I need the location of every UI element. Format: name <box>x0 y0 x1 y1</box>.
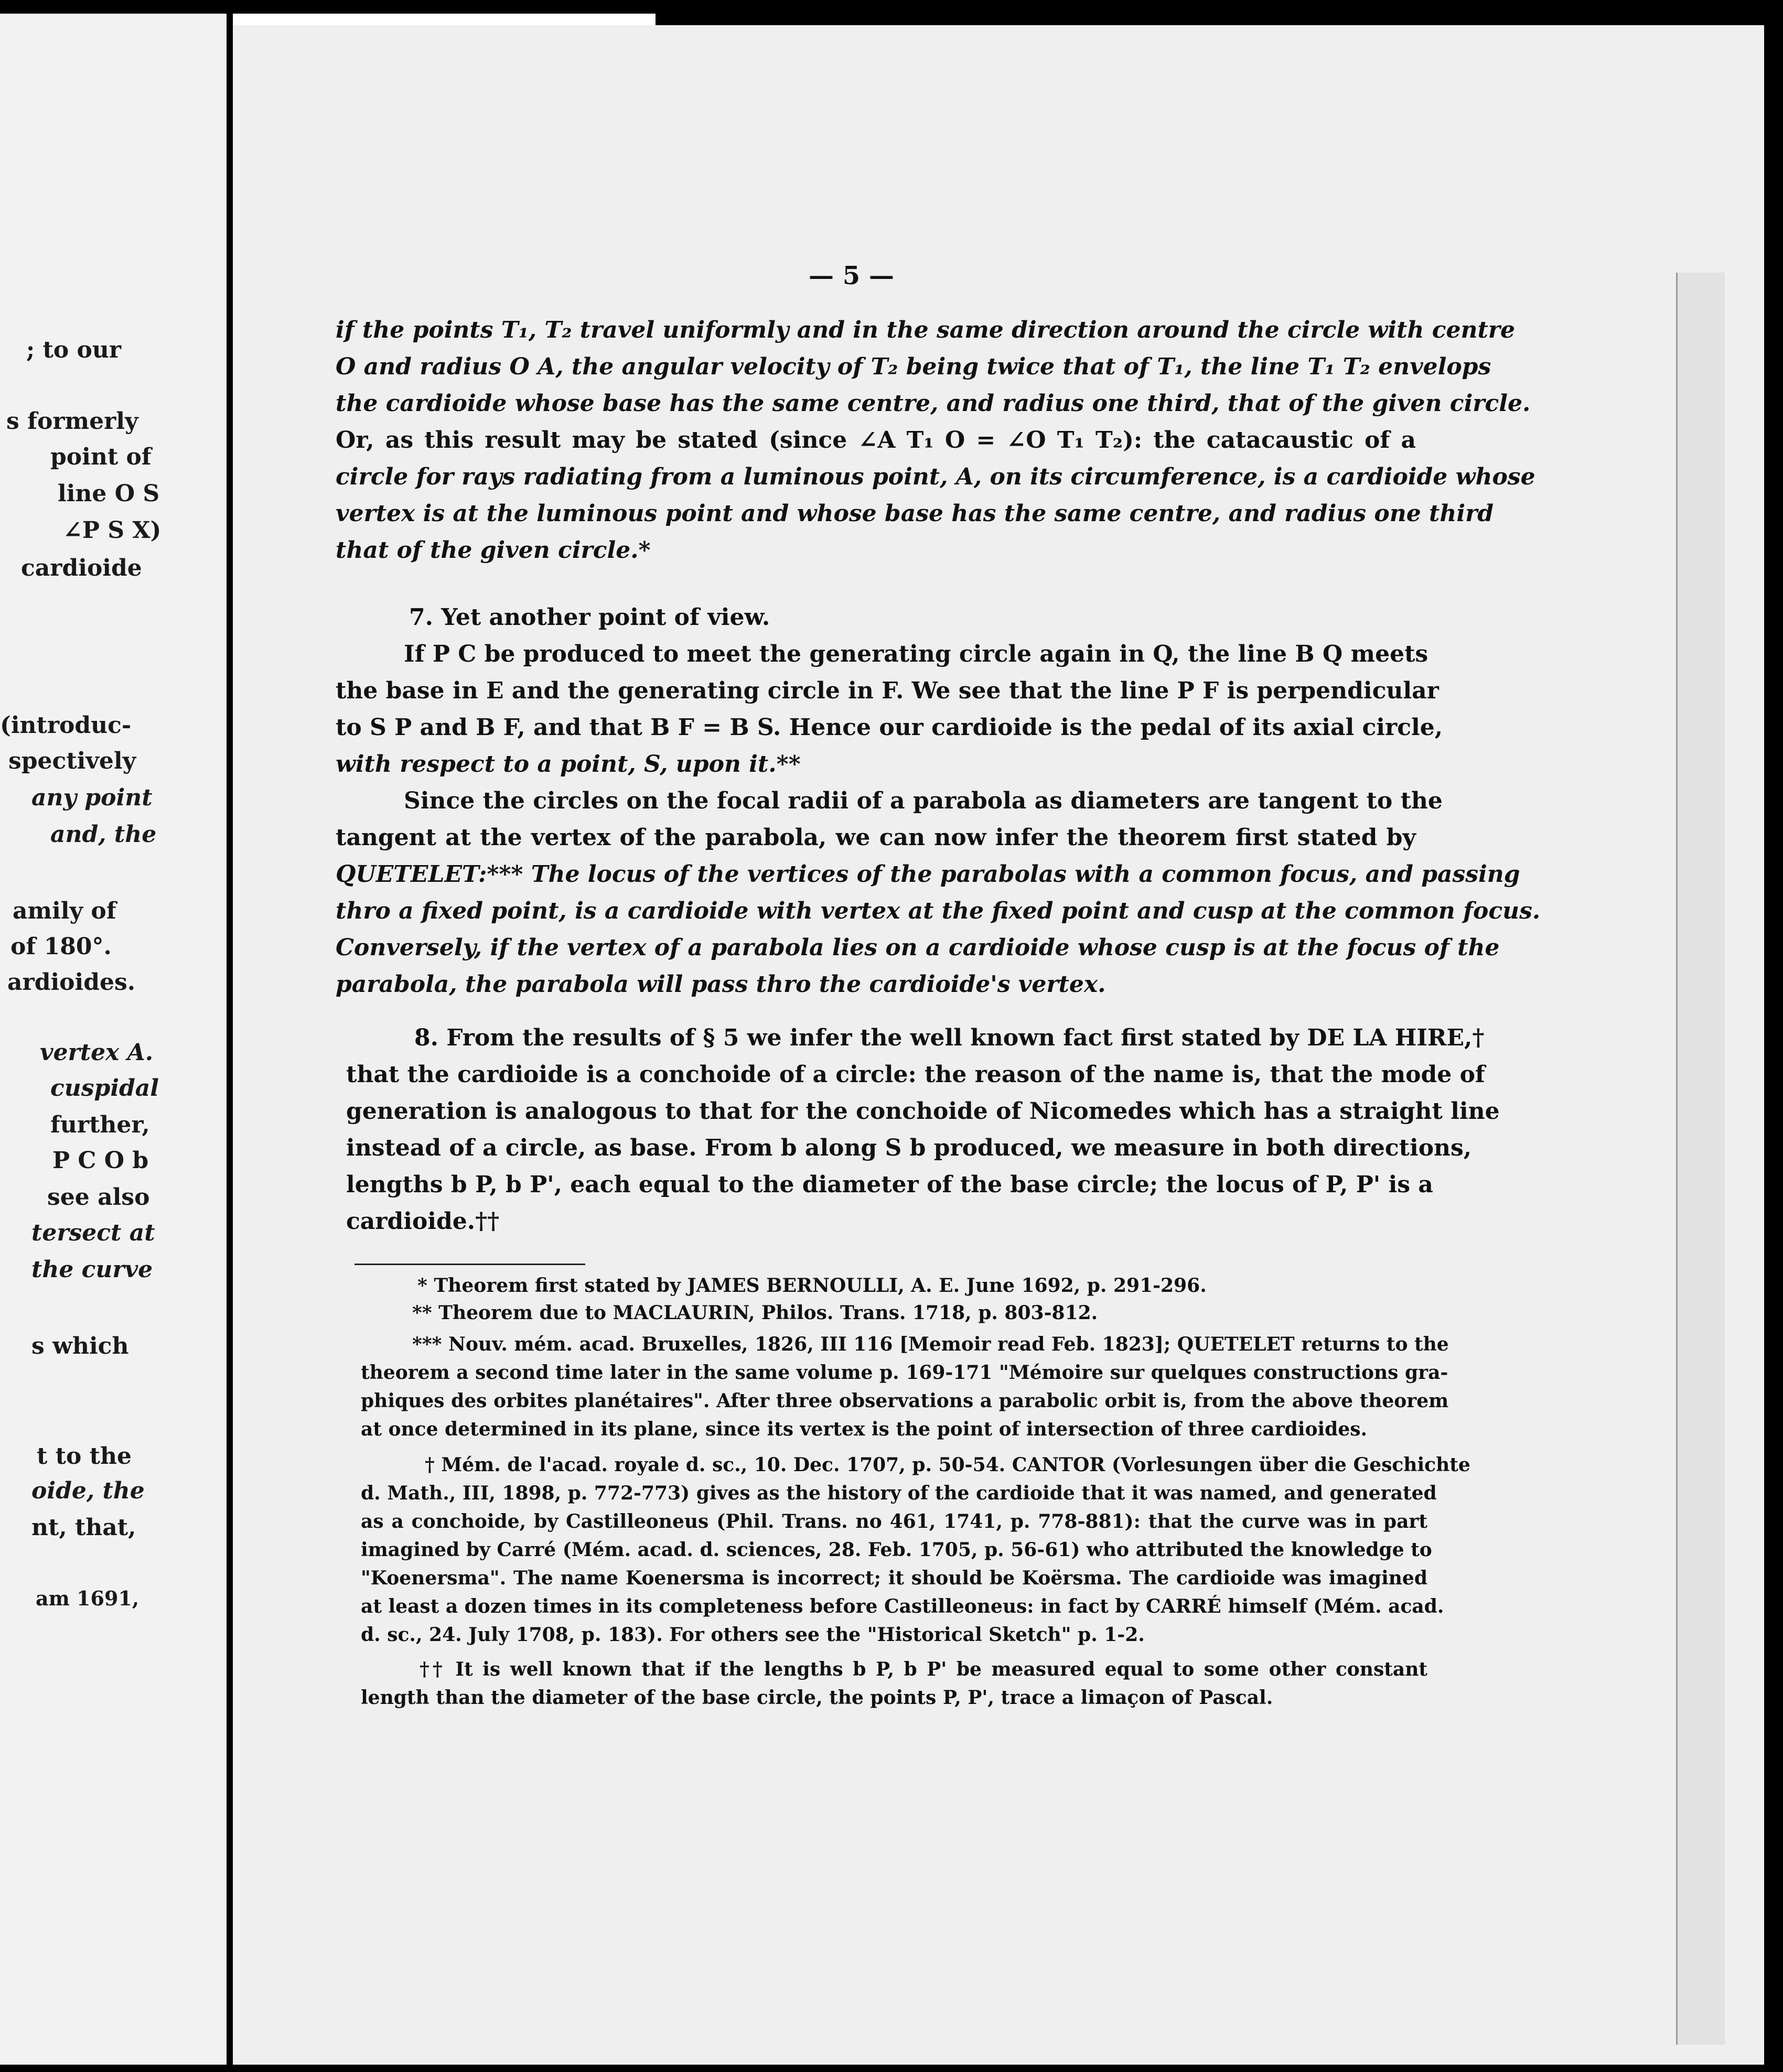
left-page-line: see also <box>47 1184 150 1211</box>
left-page-line: cuspidal <box>50 1075 159 1102</box>
left-page-line: the curve <box>31 1256 153 1283</box>
scan-border-top-inner <box>656 14 1767 25</box>
page-edge <box>1676 273 1725 2045</box>
footnote-line: d. sc., 24. July 1708, p. 183). For others see the "Historical Sketch" p. 1-2. <box>361 1624 1145 1646</box>
footnote-rule <box>355 1264 585 1265</box>
scan-border-bottom <box>0 2065 1783 2072</box>
left-page-line: spectively <box>8 748 136 774</box>
left-page-line: (introduc- <box>0 712 132 739</box>
left-page-line: any point <box>31 784 153 811</box>
left-page-line: oide, the <box>31 1477 145 1504</box>
footnote-line: theorem a second time later in the same volume p. 169-171 "Mémoire sur quelques constructions gra- <box>361 1362 1448 1384</box>
text-line: tangent at the vertex of the parabola, we can now infer the theorem first stated by <box>336 824 1416 851</box>
text-line: Since the circles on the focal radii of a parabola as diameters are tangent to the <box>404 787 1443 814</box>
footnote-line: "Koenersma". The name Koenersma is incorrect; it should be Koërsma. The cardioide was imagined <box>361 1567 1427 1589</box>
footnote-line: d. Math., III, 1898, p. 772-773) gives as the history of the cardioide that it was named, and generated <box>361 1482 1437 1504</box>
left-page-line: P C O b <box>52 1147 149 1174</box>
left-page-line: nt, that, <box>31 1514 136 1541</box>
footnote-line: length than the diameter of the base circle, the points P, P', trace a limaçon of Pascal. <box>361 1687 1273 1709</box>
text-line: with respect to a point, S, upon it.** <box>336 751 801 778</box>
book-spine <box>227 14 233 2065</box>
text-line: thro a fixed point, is a cardioide with vertex at the fixed point and cusp at the common focus. <box>336 898 1541 924</box>
text-line: instead of a circle, as base. From b along S b produced, we measure in both directions, <box>346 1135 1472 1161</box>
left-facing-page <box>0 14 227 2065</box>
footnote-line: imagined by Carré (Mém. acad. d. sciences, 28. Feb. 1705, p. 56-61) who attributed the knowledge to <box>361 1539 1432 1561</box>
page-number: — 5 — <box>809 261 894 290</box>
left-page-line: cardioide <box>21 555 142 581</box>
text-line: circle for rays radiating from a luminous point, A, on its circumference, is a cardioide whose <box>336 463 1535 490</box>
footnote-line: at once determined in its plane, since its vertex is the point of intersection of three cardioides. <box>361 1418 1368 1440</box>
footnote-1: * Theorem first stated by JAMES BERNOULLI, A. E. June 1692, p. 291-296. <box>417 1275 1207 1297</box>
text-line: Or, as this result may be stated (since ∠A T₁ O = ∠O T₁ T₂): the catacaustic of a <box>336 427 1416 454</box>
left-page-line: ; to our <box>26 337 122 363</box>
left-page-line: s which <box>31 1333 129 1359</box>
left-page-line: s formerly <box>6 408 138 435</box>
left-page-line: ∠P S X) <box>63 517 162 544</box>
text-line: parabola, the parabola will pass thro the cardioide's vertex. <box>336 971 1106 998</box>
section-8-number: 8. <box>414 1024 438 1051</box>
text-line: From the results of § 5 we infer the well known fact first stated by DE LA HIRE,† <box>446 1024 1485 1051</box>
left-page-line: further, <box>50 1111 150 1138</box>
text-line: cardioide.†† <box>346 1208 500 1235</box>
footnote-line: †† It is well known that if the lengths b P, b P' be measured equal to some other constant <box>420 1658 1427 1680</box>
left-page-line: of 180°. <box>10 933 112 960</box>
text-line: to S P and B F, and that B F = B S. Hence our cardioide is the pedal of its axial circle, <box>336 714 1443 741</box>
text-line: QUETELET:*** The locus of the vertices of the parabolas with a common focus, and passing <box>336 861 1520 888</box>
scan-border-top <box>0 0 1783 14</box>
text-line: the base in E and the generating circle in F. We see that the line P F is perpendicular <box>336 677 1439 704</box>
left-page-line: line O S <box>58 480 160 507</box>
footnote-line: † Mém. de l'acad. royale d. sc., 10. Dec. 1707, p. 50-54. CANTOR (Vorlesungen über die Geschichte <box>425 1454 1470 1476</box>
scan-border-right <box>1764 0 1783 2072</box>
left-page-line: vertex A. <box>40 1039 154 1066</box>
left-page-line: ardioides. <box>7 969 136 996</box>
left-page-line: t to the <box>37 1443 132 1470</box>
text-line: the cardioide whose base has the same centre, and radius one third, that of the given circle. <box>336 390 1531 417</box>
section-7-number: 7. <box>409 604 433 631</box>
text-line: If P C be produced to meet the generating circle again in Q, the line B Q meets <box>404 641 1428 667</box>
section-7-title: Yet another point of view. <box>441 604 770 631</box>
footnote-line: as a conchoide, by Castilleoneus (Phil. Trans. no 461, 1741, p. 778-881): that the curve was in part <box>361 1510 1427 1533</box>
text-line: generation is analogous to that for the conchoide of Nicomedes which has a straight line <box>346 1098 1500 1125</box>
left-page-line: am 1691, <box>36 1587 139 1610</box>
left-page-line: point of <box>50 444 152 470</box>
footnote-line: phiques des orbites planétaires". After three observations a parabolic orbit is, from the above theorem <box>361 1390 1449 1412</box>
text-line: lengths b P, b P', each equal to the diameter of the base circle; the locus of P, P' is a <box>346 1171 1433 1198</box>
text-line: that of the given circle.* <box>336 537 651 564</box>
text-line: vertex is at the luminous point and whose base has the same centre, and radius one third <box>336 500 1494 527</box>
left-page-line: tersect at <box>31 1220 155 1246</box>
text-line: Conversely, if the vertex of a parabola lies on a cardioide whose cusp is at the focus of the <box>336 934 1500 961</box>
text-line: that the cardioide is a conchoide of a circle: the reason of the name is, that the mode of <box>346 1061 1485 1088</box>
text-line: O and radius O A, the angular velocity of T₂ being twice that of T₁, the line T₁ T₂ envelops <box>336 353 1491 380</box>
text-line: if the points T₁, T₂ travel uniformly and in the same direction around the circle with centre <box>336 317 1515 343</box>
footnote-line: at least a dozen times in its completeness before Castilleoneus: in fact by CARRÉ himself (Mém. acad. <box>361 1595 1444 1617</box>
left-page-line: amily of <box>13 898 116 924</box>
footnote-2: ** Theorem due to MACLAURIN, Philos. Trans. 1718, p. 803-812. <box>412 1302 1098 1324</box>
footnote-line: *** Nouv. mém. acad. Bruxelles, 1826, III 116 [Memoir read Feb. 1823]; QUETELET returns to the <box>412 1333 1449 1355</box>
left-page-line: and, the <box>50 821 157 848</box>
